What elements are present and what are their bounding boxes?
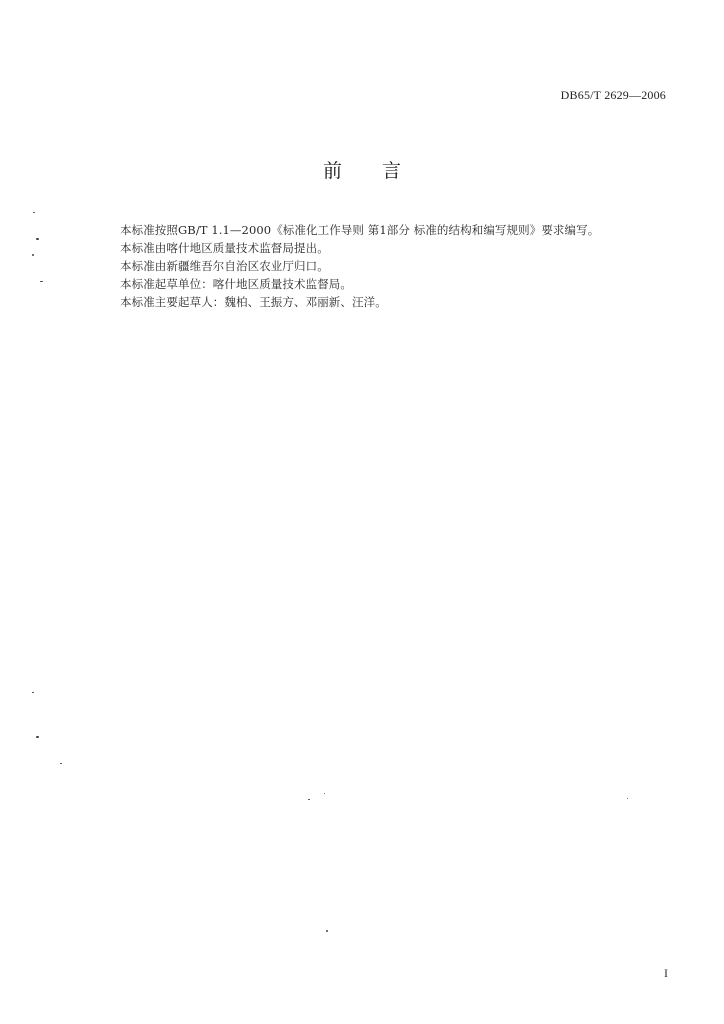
scan-speck xyxy=(40,281,43,282)
page-number: I xyxy=(664,966,668,980)
scan-speck xyxy=(627,798,628,799)
foreword-heading xyxy=(0,156,724,183)
foreword-body xyxy=(120,221,680,311)
scan-speck xyxy=(32,692,34,693)
heading-char-2: 言 xyxy=(382,160,402,182)
scan-speck xyxy=(36,736,39,738)
standard-code: DB65/T 2629—2006 xyxy=(560,88,666,102)
scan-speck xyxy=(32,254,34,256)
scan-speck xyxy=(36,238,39,240)
body-line: 本标准按照GB/T 1.1—2000《标准化工作导则 第1部分 标准的结构和编写规则》要求编写。 xyxy=(120,223,600,237)
heading-char-1: 前 xyxy=(322,160,342,182)
body-line: 本标准由喀什地区质量技术监督局提出。 xyxy=(120,241,329,255)
scan-speck xyxy=(324,793,325,794)
scan-speck xyxy=(60,763,62,764)
body-line: 本标准起草单位：喀什地区质量技术监督局。 xyxy=(120,277,352,291)
scan-speck xyxy=(326,930,328,932)
scan-speck xyxy=(33,212,35,213)
body-line: 本标准由新疆维吾尔自治区农业厅归口。 xyxy=(120,259,329,273)
body-line: 本标准主要起草人：魏柏、王振方、邓丽新、汪洋。 xyxy=(120,295,387,309)
scan-speck xyxy=(308,799,310,800)
